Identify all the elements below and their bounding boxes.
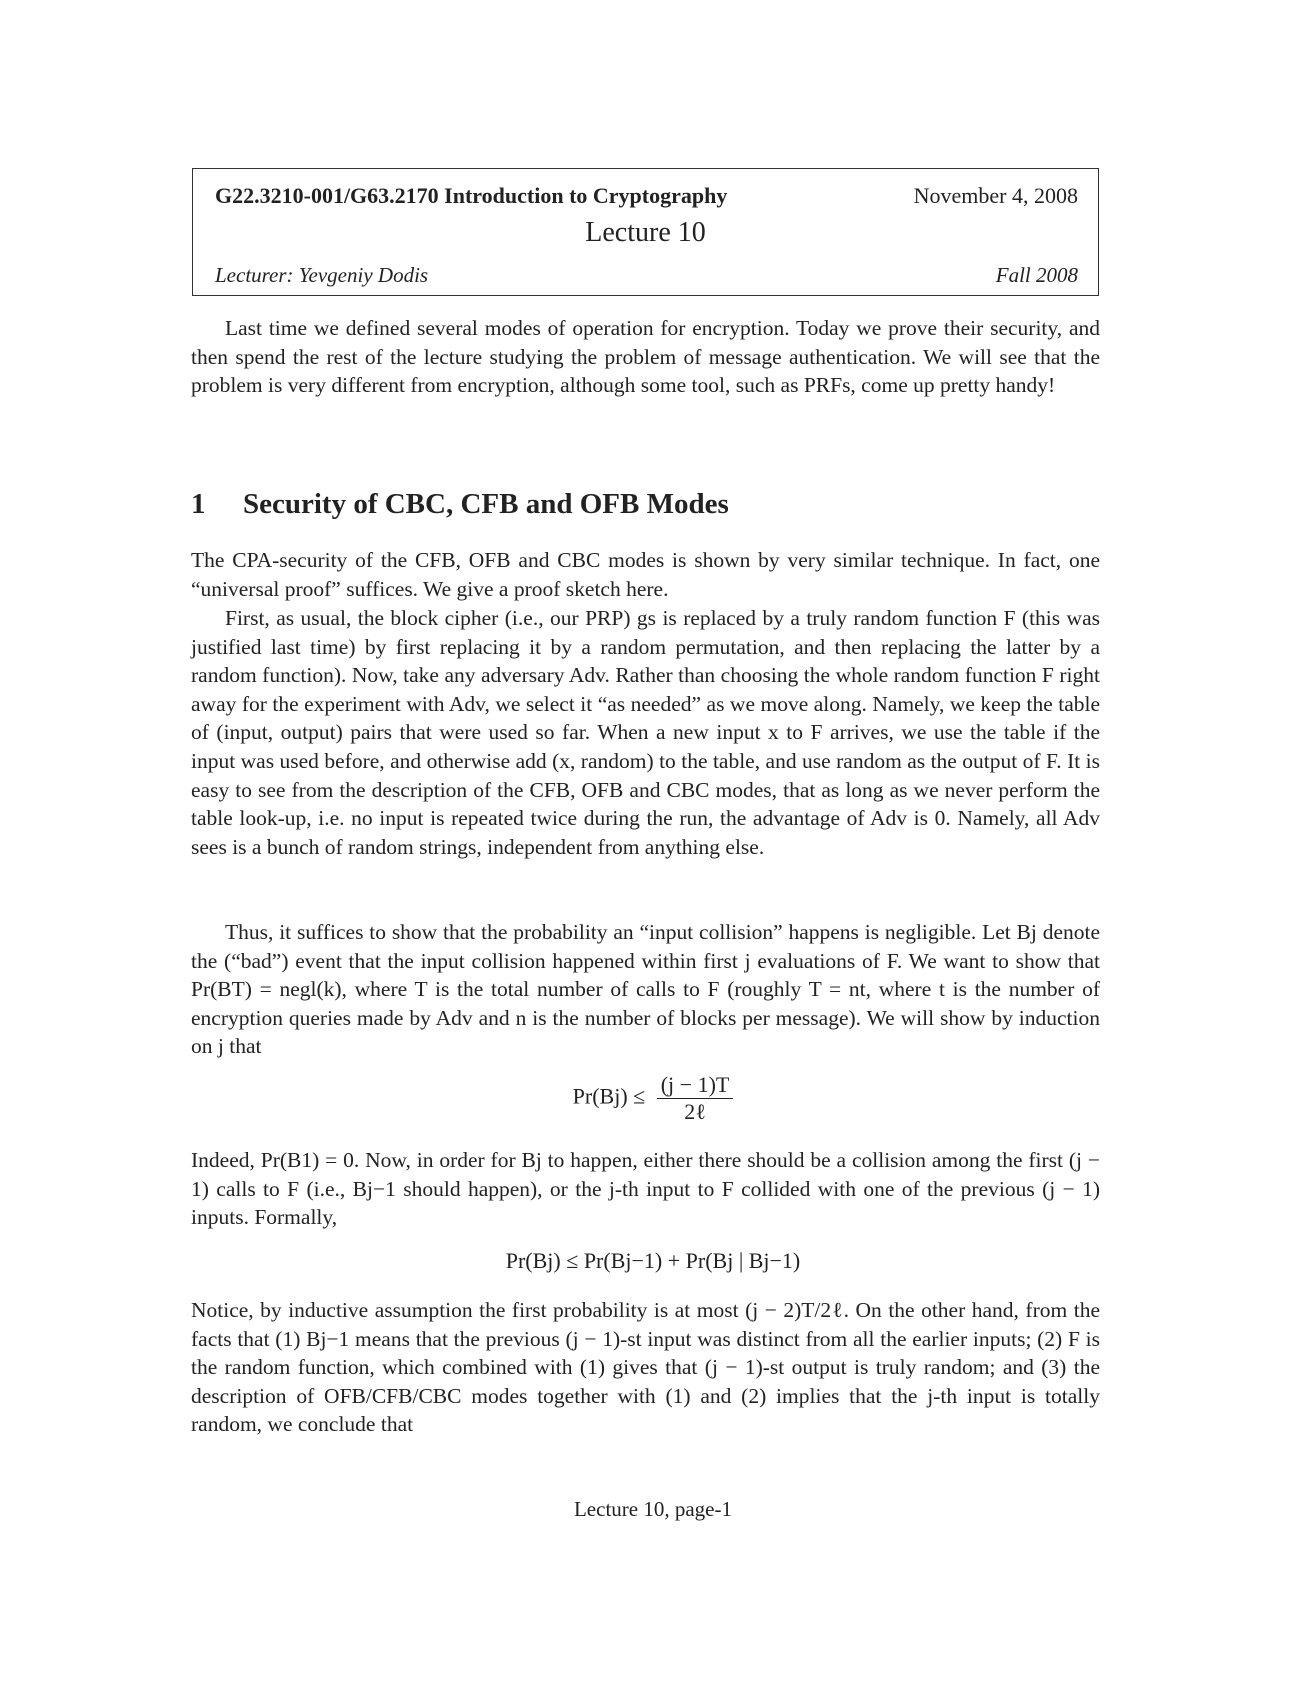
- lecture-header-box: [192, 168, 1099, 296]
- paragraph-5: Notice, by inductive assumption the first probability is at most (j − 2)T/2ℓ. On the other hand, from the facts that (1) Bj−1 means that the previous (j − 1)-st input was distinct from all the earlier inputs; (2) F is the random function, which combined with (1) gives that (j − 1)-st output is truly random; and (3) the description of OFB/CFB/CBC modes together with (1) and (2) implies that the j-th input is totally random, we conclude that: [191, 1298, 1100, 1437]
- paragraph-3: Thus, it suffices to show that the probability an “input collision” happens is negligible. Let Bj denote the (“bad”) event that the input collision happened within first j evaluations of F. We want to show that Pr(BT) = negl(k), where T is the total number of calls to F (roughly T = nt, where t is the number of encryption queries made by Adv and n is the number of blocks per message). We will show by induction on j that: [191, 920, 1100, 1059]
- lecture-number: Lecture 10: [585, 217, 706, 248]
- lecturer-name: Lecturer: Yevgeniy Dodis: [215, 263, 429, 287]
- intro-paragraph: Last time we defined several modes of operation for encryption. Today we prove their security, and then spend the rest of the lecture studying the problem of message authentication. We will see that the problem is very different from encryption, although some tool, such as PRFs, come up pretty handy!: [191, 316, 1100, 398]
- equation-bound-fraction: [657, 1072, 734, 1125]
- equation-bound-denominator: 2ℓ: [684, 1099, 706, 1124]
- paragraph-1: The CPA-security of the CFB, OFB and CBC modes is shown by very similar technique. In fact, one “universal proof” suffices. We give a proof sketch here.: [191, 548, 1100, 601]
- paragraph-2: First, as usual, the block cipher (i.e., our PRP) gs is replaced by a truly random function F (this was justified last time) by first replacing it by a random permutation, and then replacing the latter by a random function). Now, take any adversary Adv. Rather than choosing the whole random function F right away for the experiment with Adv, we select it “as needed” as we move along. Namely, we keep the table of (input, output) pairs that were used so far. When a new input x to F arrives, we use the table if the input was used before, and otherwise add (x, random) to the table, and use random as the output of F. It is easy to see from the description of the CFB, OFB and CBC modes, that as long as we never perform the table look-up, i.e. no input is repeated twice during the run, the advantage of Adv is 0. Namely, all Adv sees is a bunch of random strings, independent from anything else.: [191, 606, 1100, 859]
- term: Fall 2008: [995, 263, 1078, 287]
- lecture-date: November 4, 2008: [913, 183, 1078, 208]
- section-number: 1: [191, 488, 206, 520]
- page-footer: Lecture 10, page-1: [573, 1497, 732, 1521]
- equation-bound-numerator: (j − 1)T: [657, 1072, 734, 1099]
- equation-bound-lhs: Pr(Bj) ≤: [572, 1083, 646, 1109]
- paragraph-4: Indeed, Pr(B1) = 0. Now, in order for Bj to happen, either there should be a collision among the first (j − 1) calls to F (i.e., Bj−1 should happen), or the j-th input to F collided with one of the previous (j − 1) inputs. Formally,: [191, 1148, 1100, 1230]
- equation-bound: [0, 1072, 1306, 1125]
- course-title: G22.3210-001/G63.2170 Introduction to Cryptography: [215, 183, 728, 208]
- section-title: Security of CBC, CFB and OFB Modes: [243, 488, 729, 520]
- equation-recurrence: Pr(Bj) ≤ Pr(Bj−1) + Pr(Bj | Bj−1): [505, 1248, 801, 1273]
- section-heading: [191, 488, 729, 521]
